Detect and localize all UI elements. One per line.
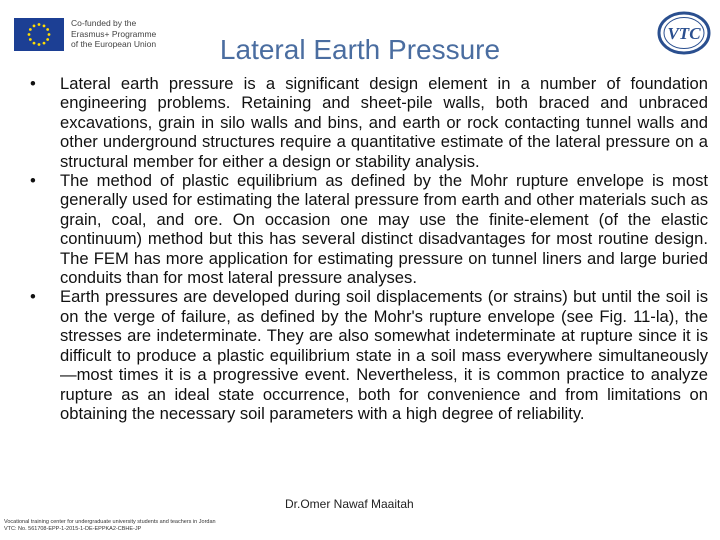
footer-line-1: Vocational training center for undergraduate university students and teachers in Jordan — [4, 519, 216, 525]
bullet-list — [30, 74, 708, 423]
eu-logo-line-2: Erasmus+ Programme — [71, 28, 157, 39]
bullet-text: Lateral earth pressure is a significant design element in a number of foundation engineering problems. Retaining and sheet-pile walls, both braced and unbraced excavations, grain in silo walls and bins, and earth or rock contacting tunnel walls and other underground structures require a quantitative estimate of the lateral pressure on a structural member for either a design or stability analysis. — [60, 74, 708, 171]
eu-logo-line-3: of the European Union — [71, 39, 157, 49]
bullet-icon: • — [30, 171, 36, 191]
footer-line-2: VTC: No. 561708-EPP-1-2015-1-DE-EPPKA2-CBHE-JP — [4, 526, 142, 532]
bullet-item — [30, 287, 708, 423]
bullet-icon: • — [30, 74, 36, 93]
bullet-text: The method of plastic equilibrium as defined by the Mohr rupture envelope is most generally used for estimating the lateral pressure from earth and other materials such as grain, coal, and ore. On occasion one may use the finite-element (of the elastic continuum) method but this has several distinct disadvantages for most routine design. The FEM has more application for estimating pressure on tunnel liners and large buried conduits than for most lateral pressure analyses. — [60, 171, 708, 288]
bullet-item — [30, 74, 708, 171]
vtc-logo-text: VTC — [667, 24, 701, 43]
bullet-text: Earth pressures are developed during soil displacements (or strains) but until the soil is on the verge of failure, as defined by the Mohr's rupture envelope (see Fig. 11-la), the stresses are indeterminate. They are also somewhat indeterminate at rupture since it is difficult to produce a plastic equilibrium state in a soil mass everywhere simultaneously—most times it is a progressive event. Nevertheless, it is common practice to analyze rupture as an ideal state occurrence, both for convenience and from limitations on obtaining the necessary soil parameters with a high degree of reliability. — [60, 287, 708, 423]
bullet-item — [30, 171, 708, 287]
footer-text — [4, 519, 304, 533]
slide-title: Lateral Earth Pressure — [219, 34, 501, 65]
author-name: Dr.Omer Nawaf Maaitah — [285, 497, 414, 511]
bullet-icon: • — [30, 287, 36, 307]
slide-content — [30, 74, 708, 423]
eu-logo-line-1: Co-funded by the — [71, 18, 137, 28]
